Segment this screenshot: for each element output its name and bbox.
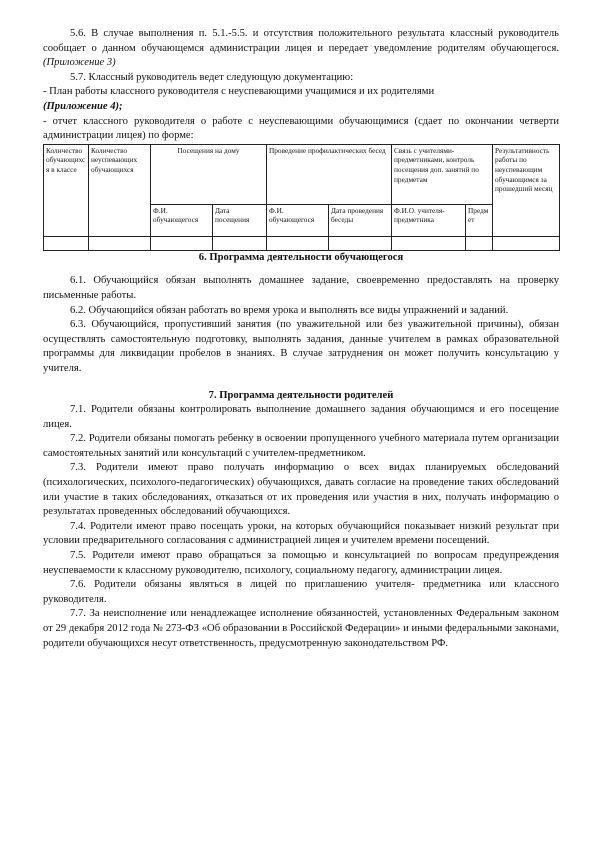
report-form-table	[43, 144, 560, 251]
subheader-subject: Предмет	[466, 204, 493, 236]
document-page	[43, 27, 559, 651]
table-row-empty	[44, 236, 560, 250]
paragraph-6-1: 6.1. Обучающийся обязан выполнять домашнее задание, своевременно предоставлять на проверку письменные работы.	[43, 275, 559, 301]
header-result: Результативность работы по неуспевающим обучающимся за прошедший месяц	[493, 144, 560, 236]
paragraph-7-6: 7.6. Родители обязаны являться в лицей по приглашению учителя- предметника или классного руководителя.	[43, 579, 559, 605]
subheader-student-name-2: Ф.И. обучающегося	[267, 204, 329, 236]
header-count-students: Количество обучающихся в классе	[44, 144, 89, 236]
subheader-teacher-name: Ф.И.О. учителя-предметника	[392, 204, 466, 236]
paragraph-7-3: 7.3. Родители имеют право получать информацию о всех видах планируемых обследований (психологических, психолого-педагогических) обучающихся, давать согласие на проведение таких обследований или участие в таких обследованиях, отказаться от их проведения или участия в них, получать информацию о результатах проведенных обследований обучающихся.	[43, 462, 559, 518]
paragraph-5-6	[43, 27, 559, 71]
paragraph-7-4: 7.4. Родители имеют право посещать уроки, на которых обучающийся показывает низкий результат при условии предварительного согласования с администрацией лицея и учителем времени посещений.	[43, 520, 559, 547]
paragraph-5-7: 5.7. Классный руководитель ведет следующую документацию:	[70, 71, 354, 83]
header-count-failing: Количество неуспевающих обучающихся	[89, 144, 151, 236]
table-cell	[466, 236, 493, 250]
table-cell	[392, 236, 466, 250]
header-teacher-links: Связь с учителями-предметниками, контроль посещения доп. занятий по предметам	[392, 144, 493, 204]
list-item-report: - отчет классного руководителя о работе с неуспевающими обучающимися (сдает по окончании четверти администрации лицея) по форме:	[43, 115, 559, 142]
paragraph-7-2: 7.2. Родители обязаны помогать ребенку в освоении пропущенного учебного материала путем организации самостоятельных занятий или консультаций с учителем-предметником.	[43, 433, 559, 459]
appendix-3-reference: (Приложение 3)	[43, 57, 116, 69]
header-home-visits: Посещения на дому	[151, 144, 267, 204]
paragraph-7-1: 7.1. Родители обязаны контролировать выполнение домашнего задания обучающимся и его посещение лицея.	[43, 404, 559, 430]
section-6-title: 6. Программа деятельности обучающегося	[198, 251, 404, 263]
paragraph-6-2: 6.2. Обучающийся обязан работать во время урока и выполнять все виды упражнений и заданий.	[70, 304, 509, 316]
list-item-plan-note: (Приложение 4);	[43, 100, 123, 112]
table-cell	[44, 236, 89, 250]
table-cell	[267, 236, 329, 250]
subheader-visit-date: Дата посещения	[213, 204, 267, 236]
table-cell	[493, 236, 560, 250]
paragraph-7-7: 7.7. За неисполнение или ненадлежащее исполнение обязанностей, установленных Федеральным законом от 29 декабря 2012 года № 273-ФЗ «Об образовании в Российской Федерации» и иными федеральными законами, родители обучающихся несут ответственность, предусмотренную законодательством РФ.	[43, 608, 559, 649]
table-cell	[89, 236, 151, 250]
section-7-title: 7. Программа деятельности родителей	[208, 389, 394, 401]
paragraph-7-5: 7.5. Родители имеют право обращаться за помощью и консультацией по вопросам предупреждения неуспеваемости к классному руководителю, психологу, социальному педагогу, администрации лицея.	[43, 550, 559, 576]
table-cell	[329, 236, 392, 250]
list-item-plan: - План работы классного руководителя с неуспевающими учащимися и их родителями	[43, 86, 435, 98]
subheader-student-name-1: Ф.И. обучающегося	[151, 204, 213, 236]
header-prevention-talks: Проведение профилактических бесед	[267, 144, 392, 204]
paragraph-6-3: 6.3. Обучающийся, пропустивший занятия (по уважительной или без уважительной причины), обязан осуществлять самостоятельную подготовку, выполнять задания, данные учителем в рамках образовательной программы для ликвидации пробелов в знаниях. В случае затруднения он может получить консультацию у учителя.	[43, 319, 559, 374]
table-cell	[151, 236, 213, 250]
paragraph-5-6-text: 5.6. В случае выполнения п. 5.1.-5.5. и отсутствия положительного результата классный руководитель сообщает о данном обучающемся администрации лицея и передает уведомление родителям обучающегося.	[43, 28, 559, 54]
table-cell	[213, 236, 267, 250]
subheader-talk-date: Дата проведения беседы	[329, 204, 392, 236]
